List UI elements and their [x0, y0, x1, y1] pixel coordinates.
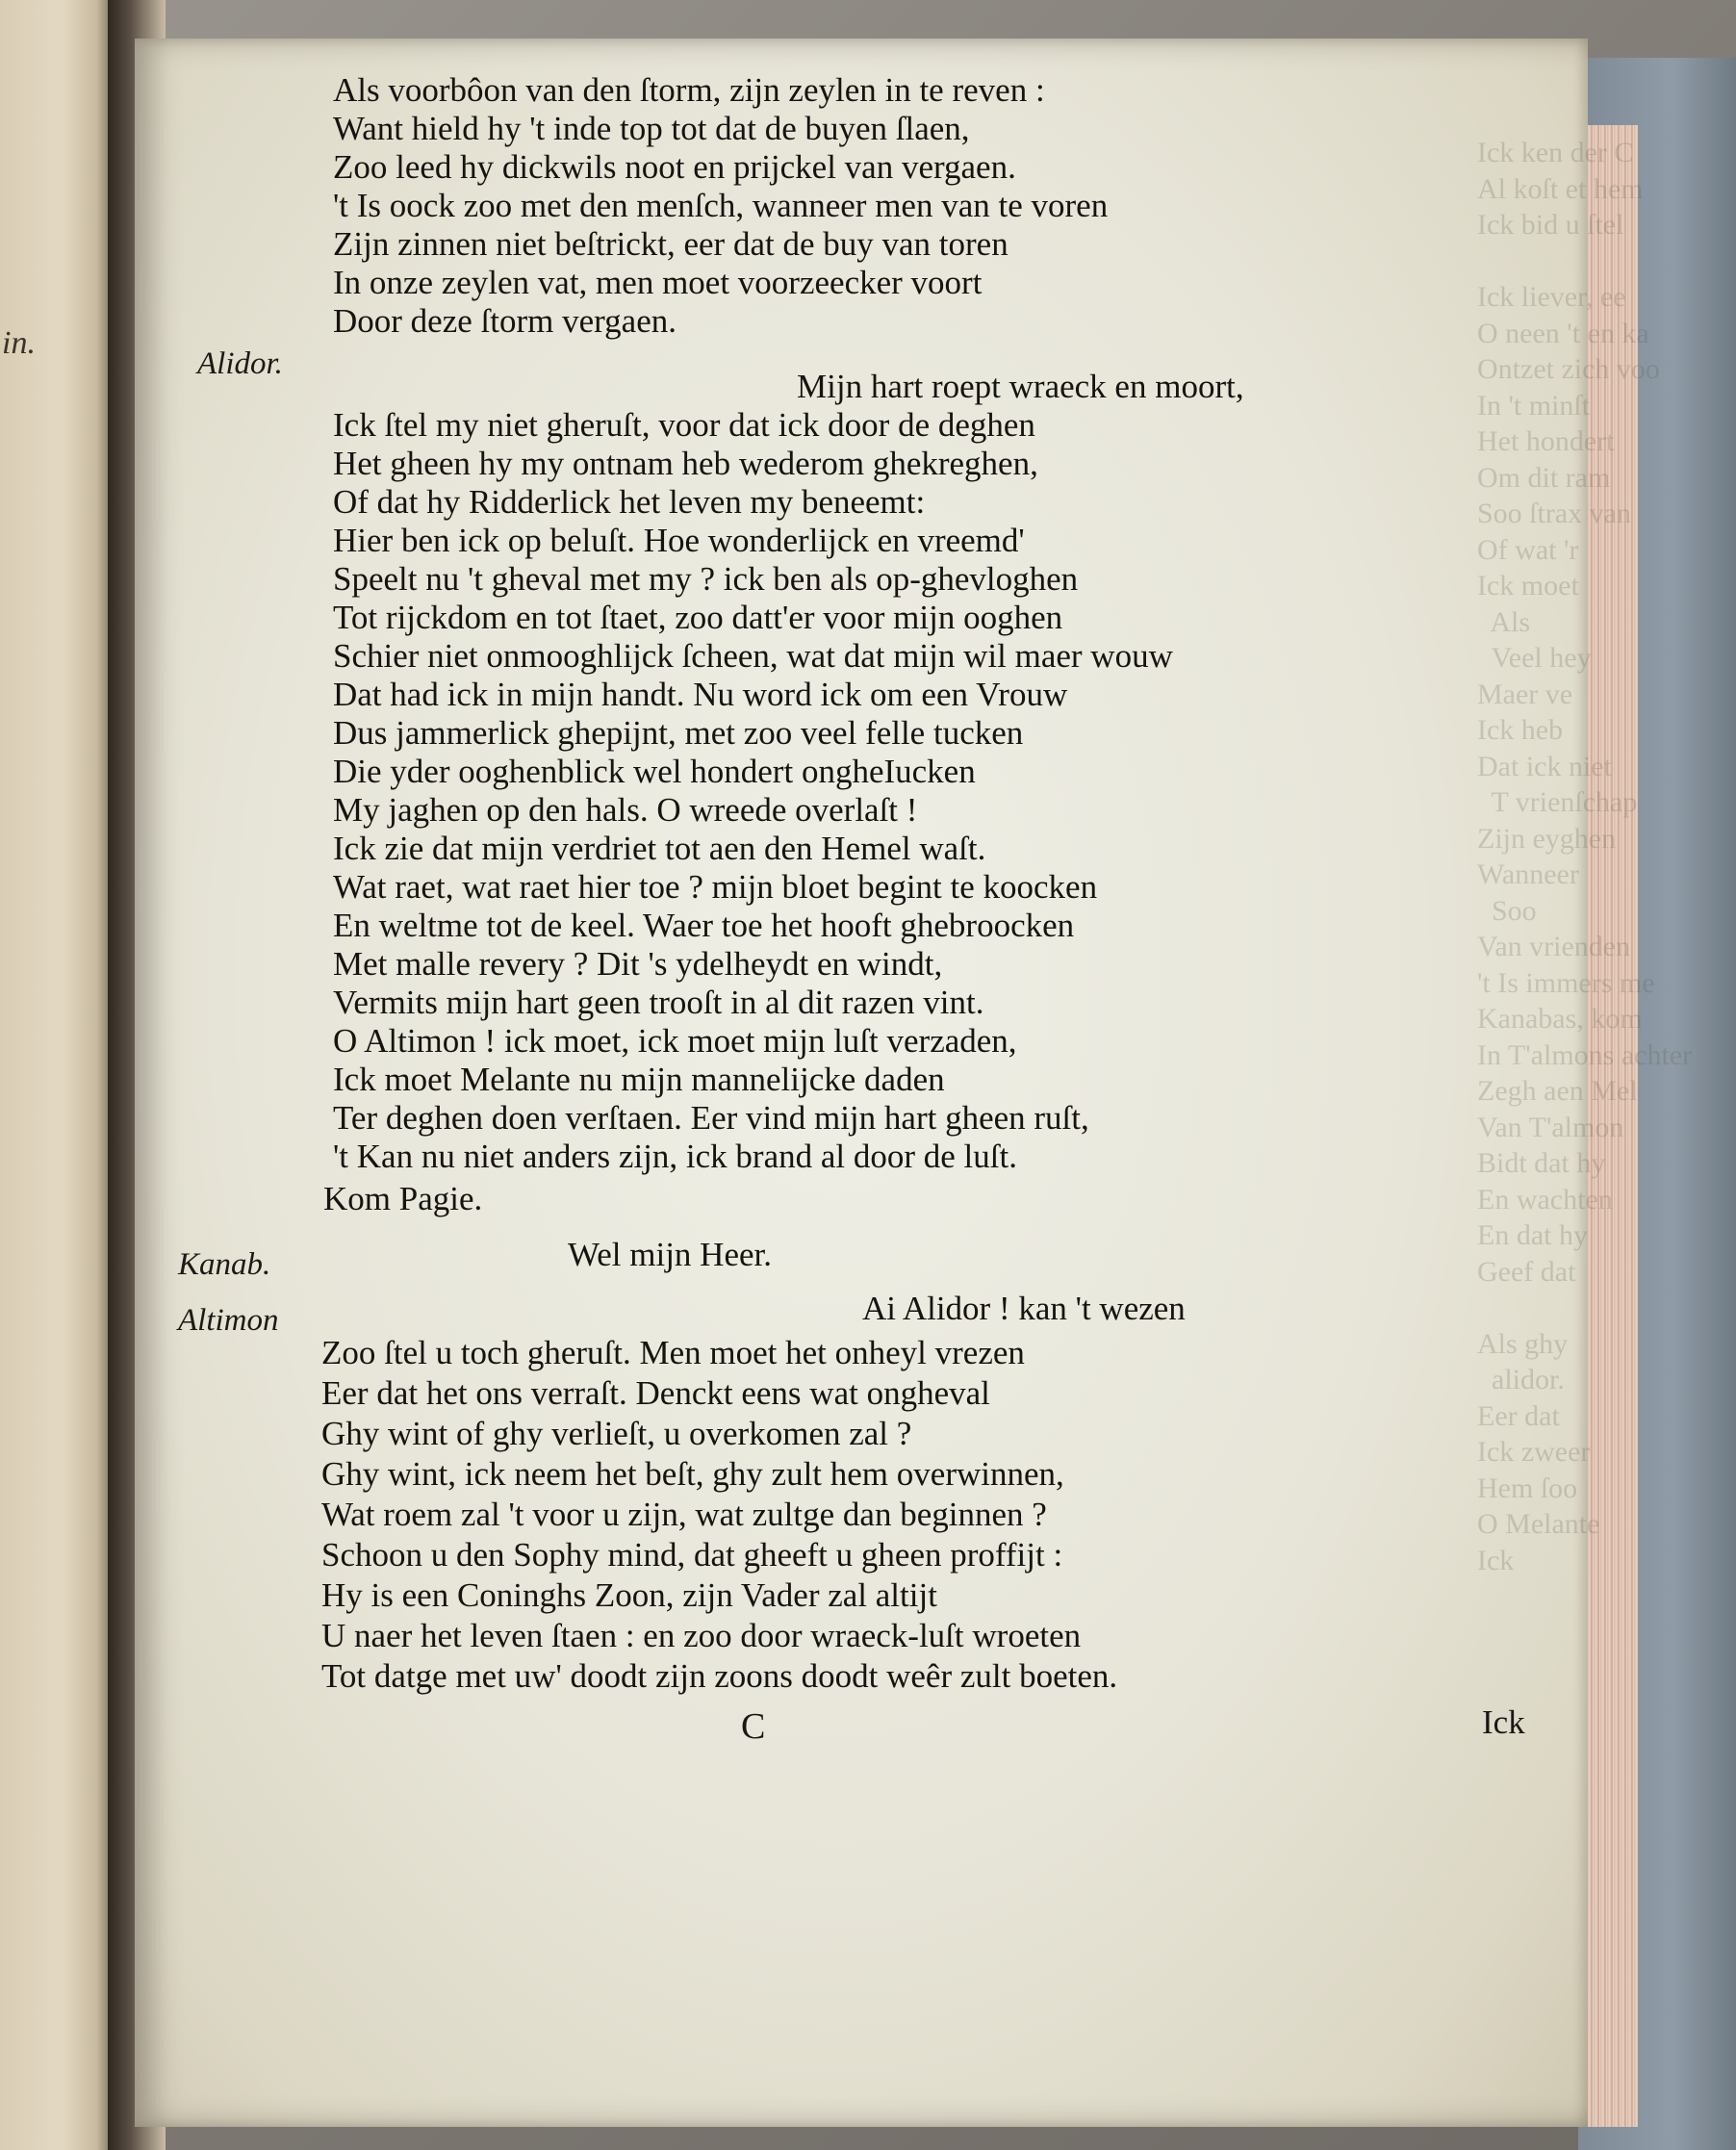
text-line: 't Kan nu niet anders zijn, ick brand al door de luſt.	[333, 1138, 1017, 1175]
text-line: Vermits mijn hart geen trooſt in al dit razen vint.	[333, 984, 984, 1021]
text-line: Ick ſtel my niet gheruſt, voor dat ick door de deghen	[333, 406, 1035, 444]
text-line: Dat had ick in mijn handt. Nu word ick om een Vrouw	[333, 676, 1068, 713]
text-line: Kom Pagie.	[323, 1180, 483, 1217]
text-line: Tot rijckdom en tot ſtaet, zoo datt'er voor mijn ooghen	[333, 599, 1063, 636]
text-line: Ick moet Melante nu mijn mannelijcke daden	[333, 1061, 945, 1098]
text-line: Ai Alidor ! kan 't wezen	[862, 1290, 1186, 1327]
text-line: Tot datge met uw' doodt zijn zoons doodt weêr zult boeten.	[321, 1657, 1118, 1695]
text-line: Als voorbôon van den ſtorm, zijn zeylen in te reven :	[333, 71, 1045, 109]
text-line: U naer het leven ſtaen : en zoo door wraeck-luſt wroeten	[321, 1617, 1082, 1654]
speaker-label: Alidor.	[197, 346, 283, 381]
text-line: Ghy wint, ick neem het beſt, ghy zult hem overwinnen,	[321, 1455, 1064, 1493]
text-line: 't Is oock zoo met den menſch, wanneer men van te voren	[333, 187, 1109, 224]
show-through-text: Ick ken der C Al koſt et hem Ick bid u ſtel Ick liever, ee O neen 't en ka Ontzet zich voo In 't minſt Het hondert Om dit ram Soo ſtrax van Of wat 'r Ick moet Als Veel hey Maer ve Ick heb Dat ick niet T vrienſchap Zijn eyghen Wanneer Soo Van vrienden 't Is immers me Kanabas, kom In T'almons achter Zegh aen Mel Van T'almon Bidt dat hy En wachten En dat hy Geef dat Als ghy alidor. Eer dat Ick zweer Hem ſoo O Melante Ick	[1477, 137, 1693, 1576]
text-line: Door deze ſtorm vergaen.	[333, 302, 677, 340]
text-line: Hy is een Coninghs Zoon, zijn Vader zal altijt	[321, 1576, 937, 1614]
text-line: Hier ben ick op beluſt. Hoe wonderlijck en vreemd'	[333, 522, 1025, 559]
catchword: Ick	[1482, 1703, 1525, 1741]
text-line: O Altimon ! ick moet, ick moet mijn luſt verzaden,	[333, 1022, 1017, 1060]
text-line: Zoo ſtel u toch gheruſt. Men moet het onheyl vrezen	[321, 1334, 1025, 1371]
text-line: Schoon u den Sophy mind, dat gheeft u gheen proffijt :	[321, 1536, 1063, 1574]
text-line: Dus jammerlick ghepijnt, met zoo veel felle tucken	[333, 714, 1024, 752]
text-line: Ter deghen doen verſtaen. Eer vind mijn hart gheen ruſt,	[333, 1099, 1089, 1137]
text-line: Wat raet, wat raet hier toe ? mijn bloet begint te koocken	[333, 868, 1098, 906]
text-line: En weltme tot de keel. Waer toe het hooft ghebroocken	[333, 907, 1075, 944]
text-line: Wat roem zal 't voor u zijn, wat zultge dan beginnen ?	[321, 1496, 1047, 1533]
text-line: Want hield hy 't inde top tot dat de buyen ſlaen,	[333, 110, 970, 147]
text-line: Met malle revery ? Dit 's ydelheydt en windt,	[333, 945, 943, 983]
text-line: Schier niet onmooghlijck ſcheen, wat dat mijn wil maer wouw	[333, 637, 1173, 675]
speaker-label: Altimon	[178, 1303, 279, 1338]
text-line: Ick zie dat mijn verdriet tot aen den Hemel waſt.	[333, 830, 986, 867]
text-line: Speelt nu 't gheval met my ? ick ben als op-ghevloghen	[333, 560, 1079, 598]
text-line: Het gheen hy my ontnam heb wederom ghekreghen,	[333, 445, 1038, 482]
left-page-fragment: in.	[2, 325, 36, 361]
text-line: Of dat hy Ridderlick het leven my beneemt:	[333, 483, 926, 521]
text-line: Eer dat het ons verraſt. Denckt eens wat ongheval	[321, 1374, 990, 1412]
speaker-label: Kanab.	[178, 1247, 271, 1282]
signature-mark: C	[741, 1706, 766, 1747]
text-line: Mijn hart roept wraeck en moort,	[797, 368, 1244, 405]
text-line: In onze zeylen vat, men moet voorzeecker voort	[333, 264, 983, 301]
text-line: Zoo leed hy dickwils noot en prijckel van vergaen.	[333, 148, 1016, 186]
text-line: Die yder ooghenblick wel hondert ongheIucken	[333, 753, 976, 790]
text-line: My jaghen op den hals. O wreede overlaſt !	[333, 791, 918, 829]
text-line: Ghy wint of ghy verlieſt, u overkomen zal ?	[321, 1415, 912, 1452]
text-line: Wel mijn Heer.	[568, 1236, 772, 1273]
text-line: Zijn zinnen niet beſtrickt, eer dat de buy van toren	[333, 225, 1008, 263]
